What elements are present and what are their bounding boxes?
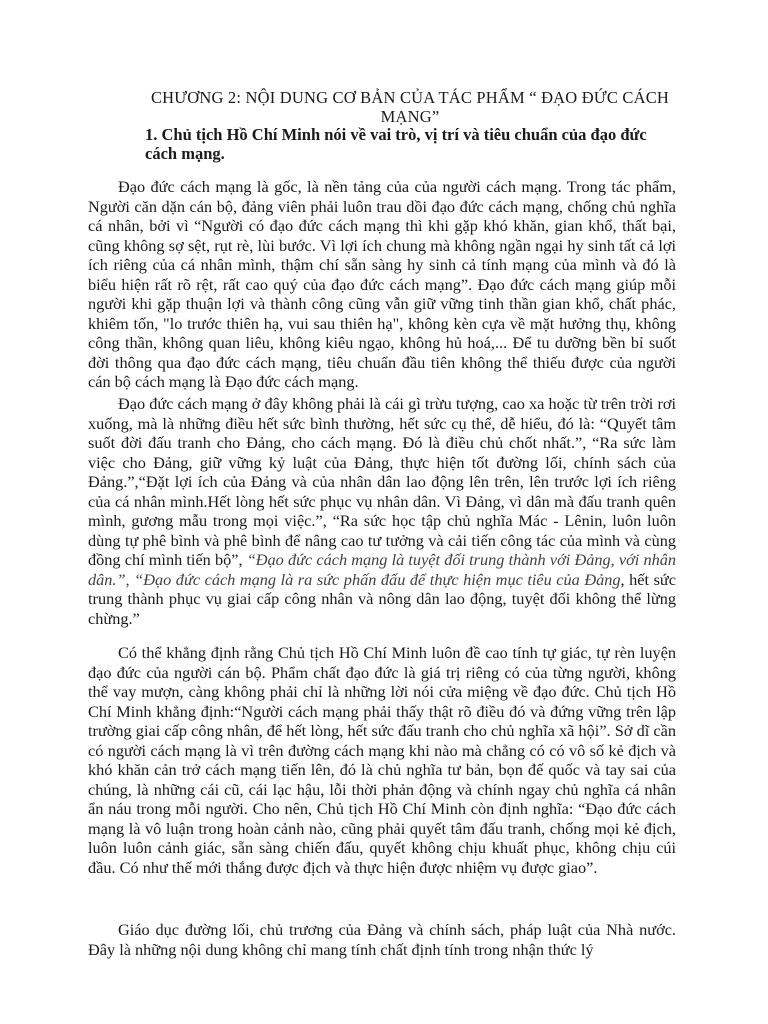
section-heading: 1. Chủ tịch Hồ Chí Minh nói về vai trò, vị trí và tiêu chuẩn của đạo đức cách mạng. bbox=[145, 125, 647, 163]
paragraph-1: Đạo đức cách mạng là gốc, là nền tảng của của người cách mạng. Trong tác phẩm, Người căn dặn cán bộ, đảng viên phải luôn trau dồi đạo đức cách mạng, chống chủ nghĩa cá nhân, bởi vì “Người có đạo đức cách mạng thì khi gặp khó khăn, gian khổ, thất bại, cũng không sợ sệt, rụt rè, lùi bước. Vì lợi ích chung mà không ngần ngại hy sinh tất cả lợi ích riêng của cá nhân mình, thậm chí sẵn sàng hy sinh cả tính mạng của mình và đó là biểu hiện rất rõ rệt, rất cao quý của đạo đức cách mạng”. Đạo đức cách mạng giúp mỗi người khi gặp thuận lợi và thành công cũng vẫn giữ vững tinh thần gian khổ, chất phác, khiêm tốn, "lo trước thiên hạ, vui sau thiên hạ", không kèn cựa về mặt hưởng thụ, không công thần, không quan liêu, không kiêu ngạo, không hủ hoá,... Để tu dưỡng bền bỉ suốt đời thông qua đạo đức cách mạng, tiêu chuẩn đầu tiên không thể thiếu được của người cán bộ cách mạng là Đạo đức cách mạng. bbox=[88, 177, 676, 392]
paragraph-3: Có thể khẳng định rằng Chủ tịch Hồ Chí Minh luôn đề cao tính tự giác, tự rèn luyện đạo đức của người cán bộ. Phẩm chất đạo đức là giá trị riêng có của từng người, không thể vay mượn, càng không phải chỉ là những lời nói cửa miệng về đạo đức. Chủ tịch Hồ Chí Minh khẳng định:“Người cách mạng phải thấy thật rõ điều đó và đứng vững trên lập trường giai cấp công nhân, để hết lòng, hết sức đấu tranh cho chủ nghĩa xã hội”. Sở dĩ cần có người cách mạng là vì trên đường cách mạng khi nào mà chẳng có có vô số kẻ địch và khó khăn cản trở cách mạng tiến lên, đó là chủ nghĩa tư bản, bọn đế quốc và tay sai của chúng, là những cái cũ, cái lạc hậu, lỗi thời phản động và chính ngay chủ nghĩa cá nhân ẩn náu trong mỗi người. Cho nên, Chủ tịch Hồ Chí Minh còn định nghĩa: “Đạo đức cách mạng là vô luận trong hoàn cảnh nào, cũng phải quyết tâm đấu tranh, chống mọi kẻ địch, luôn luôn cảnh giác, sẵn sàng chiến đấu, quyết không chịu khuất phục, không chịu cúi đầu. Có như thế mới thắng được địch và thực hiện được nhiệm vụ được giao”. bbox=[88, 643, 676, 878]
paragraph-2 bbox=[88, 394, 676, 629]
paragraph-4: Giáo dục đường lối, chủ trương của Đảng và chính sách, pháp luật của Nhà nước. Đây là những nội dung không chỉ mang tính chất định tính trong nhận thức lý bbox=[88, 920, 676, 959]
chapter-title: CHƯƠNG 2: NỘI DUNG CƠ BẢN CỦA TÁC PHẨM “ ĐẠO ĐỨC CÁCH MẠNG” bbox=[150, 88, 670, 126]
paragraph-2-end: , hết sức trung thành phục vụ giai cấp công nhân và nông dân lao động, tuyệt đối không thể lừng chừng.” bbox=[88, 569, 676, 629]
paragraph-2-main: Đạo đức cách mạng ở đây không phải là cái gì trừu tượng, cao xa hoặc từ trên trời rơi xuống, mà là những điều hết sức bình thường, hết sức cụ thể, dễ hiểu, đó là: “Quyết tâm suốt đời đấu tranh cho Đảng, cho cách mạng. Đó là điều chủ chốt nhất.”, “Ra sức làm việc cho Đảng, giữ vững kỷ luật của Đảng, thực hiện tốt đường lối, chính sách của Đảng.”,“Đặt lợi ích của Đảng và của nhân dân lao động lên trên, lên trước lợi ích riêng của cá nhân mình.Hết lòng hết sức phục vụ nhân dân. Vì Đảng, vì dân mà đấu tranh quên mình, gương mẫu trong mọi việc.”, “Ra sức học tập chủ nghĩa Mác - Lênin, luôn luôn dùng tự phê bình và phê bình để nâng cao tư tưởng và cải tiến công tác của mình và cùng đồng chí mình tiến bộ”, bbox=[88, 394, 676, 570]
paragraph-2-italic-quote: “Đạo đức cách mạng là tuyệt đối trung thành với Đảng, với nhân dân.”, “Đạo đức cách mạng là ra sức phấn đấu để thực hiện mục tiêu của Đảng bbox=[88, 550, 677, 589]
